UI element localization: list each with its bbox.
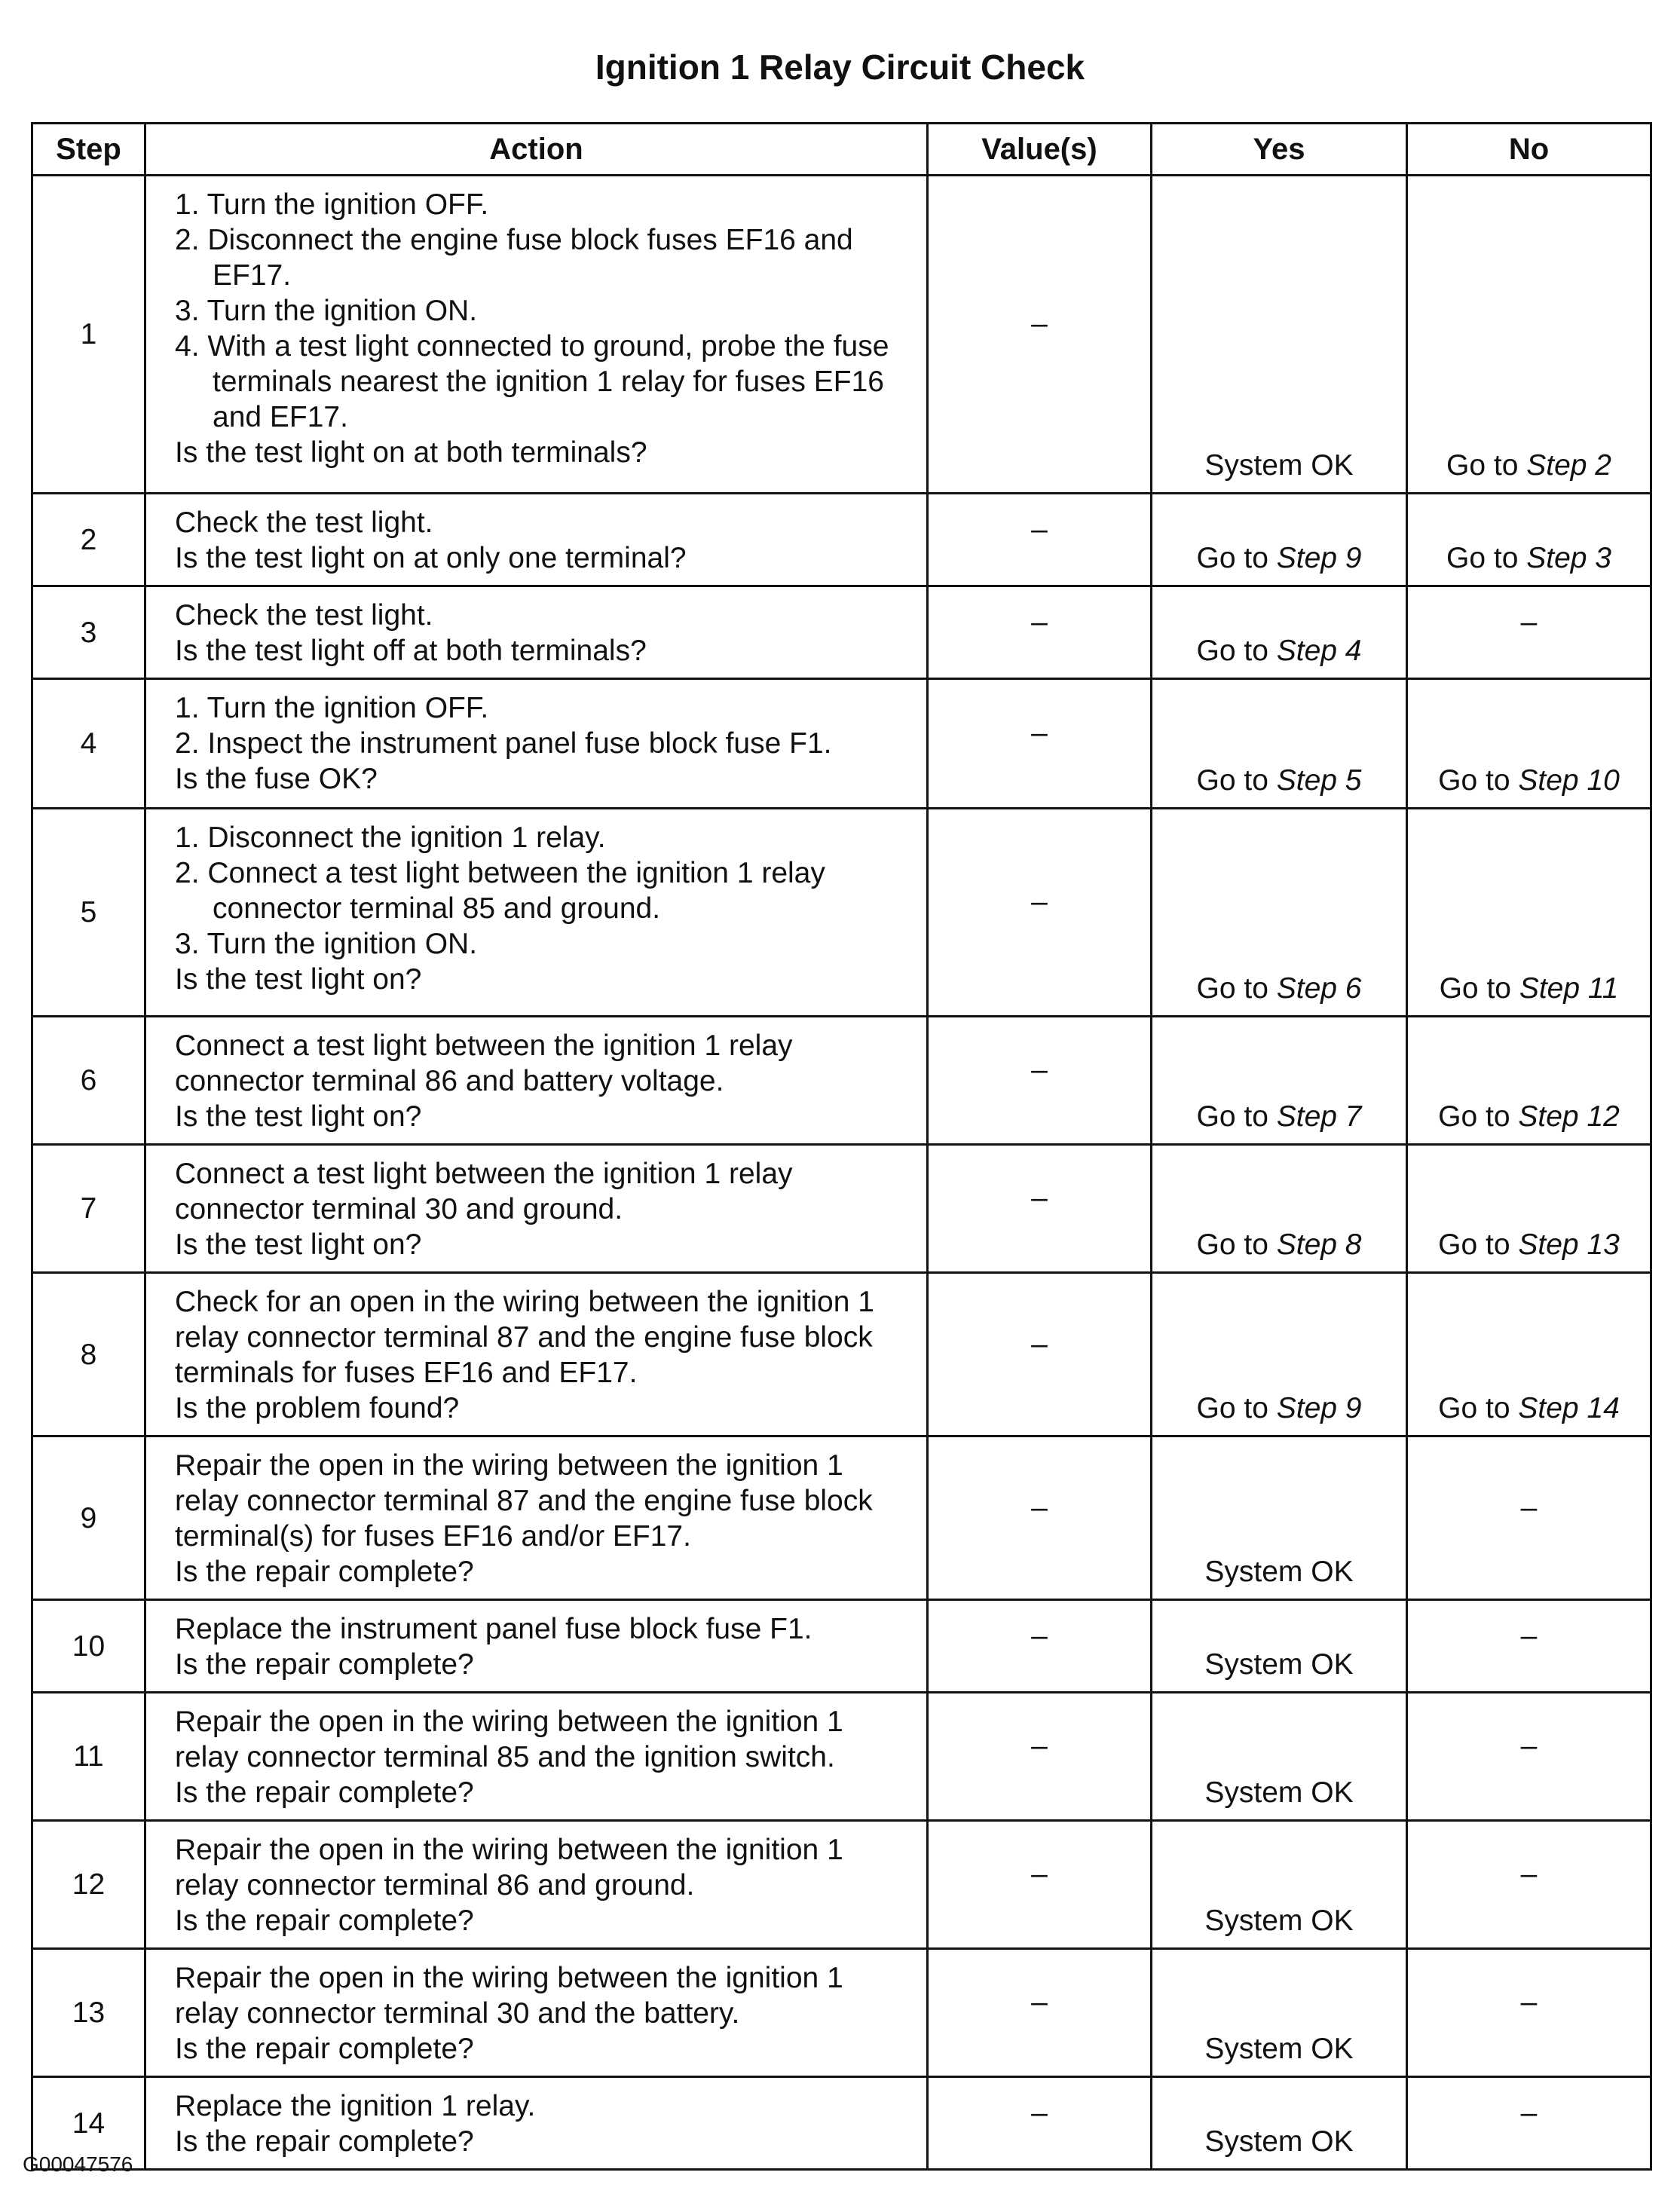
no-prefix: –	[1520, 2096, 1538, 2129]
step-number: 9	[32, 1436, 145, 1600]
value-cell: –	[928, 1145, 1152, 1273]
action-text: Repair the open in the wiring between the ignition 1 relay connector terminal 30 and the battery.	[175, 1962, 843, 2030]
step-number: 4	[32, 679, 145, 809]
action-question: Is the repair complete?	[175, 1905, 474, 1937]
table-row	[32, 809, 1651, 1017]
yes-cell	[1152, 176, 1407, 494]
step-number: 8	[32, 1273, 145, 1436]
yes-prefix: System OK	[1204, 1776, 1354, 1809]
no-cell	[1407, 1145, 1651, 1273]
action-question: Is the test light on?	[175, 1100, 422, 1133]
action-cell	[145, 679, 928, 809]
table-row	[32, 1017, 1651, 1145]
header-row	[32, 124, 1651, 176]
action-step: 1. Disconnect the ignition 1 relay.	[175, 821, 606, 854]
action-text: Replace the instrument panel fuse block fuse F1.	[175, 1613, 812, 1645]
yes-prefix: System OK	[1204, 1905, 1354, 1937]
action-cell	[145, 1017, 928, 1145]
action-cell	[145, 1600, 928, 1693]
yes-step-ref: Step 9	[1276, 542, 1362, 574]
header-no: No	[1407, 124, 1651, 176]
no-prefix: –	[1520, 1619, 1538, 1652]
action-step: 2. Inspect the instrument panel fuse block fuse F1.	[175, 727, 832, 760]
yes-prefix: System OK	[1204, 1556, 1354, 1588]
no-prefix: Go to	[1438, 764, 1519, 797]
no-step-ref: Step 11	[1519, 972, 1619, 1005]
action-question: Is the repair complete?	[175, 2033, 474, 2065]
action-question: Is the test light on?	[175, 1228, 422, 1261]
table-row	[32, 586, 1651, 679]
yes-step-ref: Step 9	[1276, 1392, 1362, 1424]
step-number: 3	[32, 586, 145, 679]
step-number: 13	[32, 1949, 145, 2077]
action-question: Is the test light on at both terminals?	[175, 436, 647, 469]
action-cell	[145, 1949, 928, 2077]
action-cell	[145, 1693, 928, 1821]
yes-prefix: Go to	[1196, 1100, 1277, 1133]
table-row	[32, 176, 1651, 494]
step-number: 6	[32, 1017, 145, 1145]
action-cell	[145, 1273, 928, 1436]
action-cell	[145, 2077, 928, 2170]
yes-cell	[1152, 1949, 1407, 2077]
table-row	[32, 1600, 1651, 1693]
table-row	[32, 1693, 1651, 1821]
no-prefix: Go to	[1438, 1100, 1519, 1133]
value-cell: –	[928, 2077, 1152, 2170]
value-cell: –	[928, 1436, 1152, 1600]
yes-prefix: Go to	[1196, 1228, 1277, 1261]
step-number: 1	[32, 176, 145, 494]
yes-prefix: System OK	[1204, 2033, 1354, 2065]
yes-prefix: Go to	[1196, 635, 1277, 667]
step-number: 12	[32, 1821, 145, 1949]
action-step: 2. Connect a test light between the ignition 1 relay connector terminal 85 and ground.	[175, 857, 825, 925]
action-step: 1. Turn the ignition OFF.	[175, 692, 489, 724]
table-row	[32, 1949, 1651, 2077]
action-step: 3. Turn the ignition ON.	[175, 295, 478, 327]
no-step-ref: Step 10	[1518, 764, 1620, 797]
action-text: Repair the open in the wiring between the ignition 1 relay connector terminal 86 and ground.	[175, 1834, 843, 1902]
header-values: Value(s)	[928, 124, 1152, 176]
action-step: 1. Turn the ignition OFF.	[175, 188, 489, 221]
header-yes: Yes	[1152, 124, 1407, 176]
yes-cell	[1152, 679, 1407, 809]
yes-prefix: System OK	[1204, 2125, 1354, 2158]
no-cell	[1407, 494, 1651, 586]
yes-step-ref: Step 6	[1276, 972, 1362, 1005]
no-prefix: Go to	[1438, 1392, 1519, 1424]
table-row	[32, 494, 1651, 586]
value-cell: –	[928, 586, 1152, 679]
action-question: Is the fuse OK?	[175, 763, 378, 795]
no-prefix: Go to	[1439, 972, 1519, 1005]
table-body	[32, 176, 1651, 2170]
action-text: Replace the ignition 1 relay.	[175, 2090, 536, 2122]
yes-prefix: Go to	[1196, 764, 1277, 797]
no-cell	[1407, 1436, 1651, 1600]
table-row	[32, 1273, 1651, 1436]
action-question: Is the repair complete?	[175, 2125, 474, 2158]
action-cell	[145, 1145, 928, 1273]
header-action: Action	[145, 124, 928, 176]
action-text: Connect a test light between the ignition 1 relay connector terminal 30 and ground.	[175, 1158, 793, 1225]
yes-cell	[1152, 1273, 1407, 1436]
action-cell	[145, 1821, 928, 1949]
no-cell	[1407, 1949, 1651, 2077]
page-title: Ignition 1 Relay Circuit Check	[595, 47, 1085, 87]
yes-step-ref: Step 7	[1276, 1100, 1362, 1133]
step-number: 10	[32, 1600, 145, 1693]
no-cell	[1407, 1600, 1651, 1693]
header-step: Step	[32, 124, 145, 176]
yes-cell	[1152, 809, 1407, 1017]
no-step-ref: Step 3	[1526, 542, 1611, 574]
value-cell: –	[928, 494, 1152, 586]
step-number: 7	[32, 1145, 145, 1273]
action-text: Check the test light.	[175, 599, 433, 632]
no-cell	[1407, 586, 1651, 679]
action-cell	[145, 494, 928, 586]
action-step: 3. Turn the ignition ON.	[175, 928, 478, 960]
value-cell: –	[928, 1949, 1152, 2077]
action-question: Is the test light off at both terminals?	[175, 635, 647, 667]
yes-prefix: Go to	[1196, 972, 1277, 1005]
yes-step-ref: Step 4	[1276, 635, 1362, 667]
action-text: Repair the open in the wiring between the ignition 1 relay connector terminal 87 and the engine fuse block terminal(s) for fuses EF16 and/or EF17.	[175, 1449, 873, 1553]
table-row	[32, 1436, 1651, 1600]
action-text: Check the test light.	[175, 506, 433, 539]
yes-cell	[1152, 1017, 1407, 1145]
yes-cell	[1152, 586, 1407, 679]
yes-cell	[1152, 1821, 1407, 1949]
no-step-ref: Step 14	[1518, 1392, 1620, 1424]
yes-cell	[1152, 1145, 1407, 1273]
no-prefix: –	[1520, 1858, 1538, 1890]
no-cell	[1407, 1273, 1651, 1436]
action-text: Check for an open in the wiring between the ignition 1 relay connector terminal 87 and the engine fuse block terminals for fuses EF16 and EF17.	[175, 1286, 874, 1389]
action-step: 2. Disconnect the engine fuse block fuses EF16 and EF17.	[175, 224, 853, 292]
no-cell	[1407, 1693, 1651, 1821]
value-cell: –	[928, 1273, 1152, 1436]
no-prefix: Go to	[1446, 542, 1527, 574]
no-cell	[1407, 1017, 1651, 1145]
yes-prefix: System OK	[1204, 449, 1354, 482]
action-question: Is the repair complete?	[175, 1556, 474, 1588]
no-step-ref: Step 13	[1518, 1228, 1620, 1261]
action-cell	[145, 586, 928, 679]
action-question: Is the repair complete?	[175, 1648, 474, 1681]
no-prefix: –	[1520, 1491, 1538, 1524]
no-step-ref: Step 12	[1518, 1100, 1620, 1133]
no-cell	[1407, 2077, 1651, 2170]
action-cell	[145, 809, 928, 1017]
yes-prefix: Go to	[1196, 1392, 1277, 1424]
table-row	[32, 1821, 1651, 1949]
action-question: Is the problem found?	[175, 1392, 460, 1424]
step-number: 11	[32, 1693, 145, 1821]
table-row	[32, 679, 1651, 809]
no-cell	[1407, 176, 1651, 494]
no-prefix: Go to	[1446, 449, 1527, 482]
value-cell: –	[928, 1821, 1152, 1949]
step-number: 5	[32, 809, 145, 1017]
no-prefix: –	[1520, 605, 1538, 638]
value-cell: –	[928, 1017, 1152, 1145]
action-cell	[145, 1436, 928, 1600]
no-cell	[1407, 679, 1651, 809]
yes-cell	[1152, 1436, 1407, 1600]
action-question: Is the test light on at only one terminal?	[175, 542, 687, 574]
table-row	[32, 2077, 1651, 2170]
yes-cell	[1152, 2077, 1407, 2170]
step-number: 2	[32, 494, 145, 586]
no-cell	[1407, 809, 1651, 1017]
diagnostic-table	[31, 122, 1652, 2171]
yes-cell	[1152, 494, 1407, 586]
no-cell	[1407, 1821, 1651, 1949]
value-cell: –	[928, 1600, 1152, 1693]
action-text: Repair the open in the wiring between the ignition 1 relay connector terminal 85 and the ignition switch.	[175, 1706, 843, 1773]
figure-code: G00047576	[23, 2152, 133, 2176]
action-question: Is the test light on?	[175, 963, 422, 996]
table-row	[32, 1145, 1651, 1273]
yes-prefix: Go to	[1196, 542, 1277, 574]
value-cell: –	[928, 809, 1152, 1017]
yes-prefix: System OK	[1204, 1648, 1354, 1681]
value-cell: –	[928, 679, 1152, 809]
action-step: 4. With a test light connected to ground, probe the fuse terminals nearest the ignition 1 relay for fuses EF16 and EF17.	[175, 330, 889, 433]
action-text: Connect a test light between the ignition 1 relay connector terminal 86 and battery voltage.	[175, 1030, 793, 1097]
yes-cell	[1152, 1600, 1407, 1693]
no-prefix: –	[1520, 1730, 1538, 1762]
value-cell: –	[928, 1693, 1152, 1821]
action-question: Is the repair complete?	[175, 1776, 474, 1809]
yes-step-ref: Step 8	[1276, 1228, 1362, 1261]
action-cell	[145, 176, 928, 494]
yes-step-ref: Step 5	[1276, 764, 1362, 797]
no-step-ref: Step 2	[1526, 449, 1611, 482]
no-prefix: Go to	[1438, 1228, 1519, 1261]
step-number: 14	[32, 2077, 145, 2170]
yes-cell	[1152, 1693, 1407, 1821]
no-prefix: –	[1520, 1986, 1538, 2018]
value-cell: –	[928, 176, 1152, 494]
